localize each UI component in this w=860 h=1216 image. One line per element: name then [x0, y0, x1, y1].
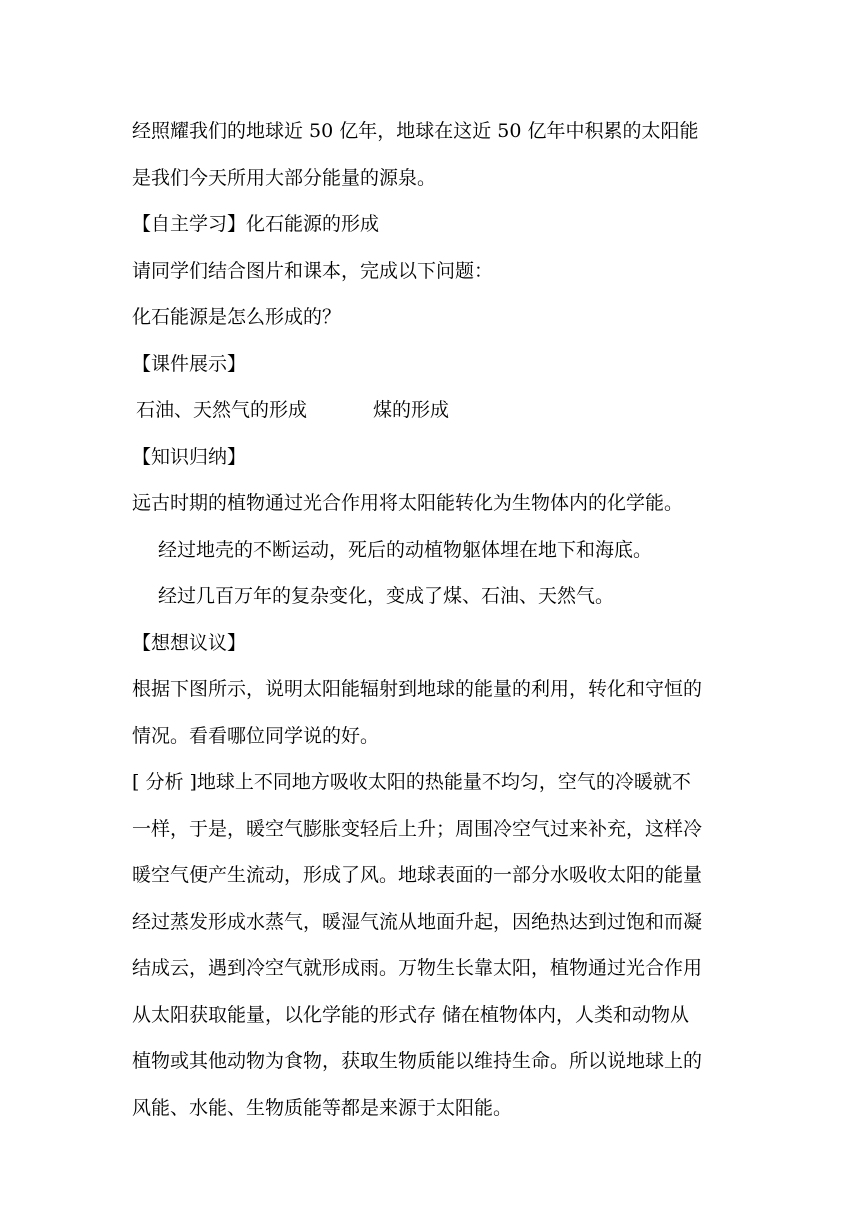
courseware-item-oil-gas: 石油、天然气的形成 — [136, 399, 308, 421]
analysis-line-6: 从太阳获取能量，以化学能的形式存 储在植物体内，人类和动物从 — [132, 1003, 690, 1026]
intro-line-1: 经照耀我们的地球近 50 亿年，地球在这近 50 亿年中积累的太阳能 — [132, 120, 699, 142]
analysis-line-3: 暖空气便产生流动，形成了风。地球表面的一部分水吸收太阳的能量 — [132, 864, 703, 886]
analysis-line-4: 经过蒸发形成水蒸气，暖湿气流从地面升起，因绝热达到过饱和而凝 — [132, 910, 703, 933]
analysis-line-7: 植物或其他动物为食物，获取生物质能以维持生命。所以说地球上的 — [132, 1050, 703, 1072]
analysis-line-5: 结成云，遇到冷空气就形成雨。万物生长靠太阳，植物通过光合作用 — [132, 957, 703, 979]
courseware-heading: 【课件展示】 — [132, 352, 247, 375]
analysis-line-2: 一样，于是，暖空气膨胀变轻后上升；周围冷空气过来补充，这样冷 — [132, 817, 703, 840]
analysis-line-1: [ 分析 ]地球上不同地方吸收太阳的热能量不均匀，空气的冷暖就不 — [132, 771, 691, 793]
self-study-question: 化石能源是怎么形成的？ — [132, 306, 342, 328]
analysis-line-8: 风能、水能、生物质能等都是来源于太阳能。 — [132, 1096, 513, 1119]
courseware-items — [132, 387, 732, 434]
self-study-heading: 【自主学习】化石能源的形成 — [132, 213, 380, 235]
discuss-line-1: 根据下图所示，说明太阳能辐射到地球的能量的利用，转化和守恒的 — [132, 678, 703, 700]
knowledge-line-2: 经过地壳的不断运动，死后的动植物躯体埋在地下和海底。 — [158, 538, 653, 561]
courseware-item-coal: 煤的形成 — [373, 399, 450, 421]
intro-line-2: 是我们今天所用大部分能量的源泉。 — [132, 166, 437, 189]
knowledge-line-3: 经过几百万年的复杂变化，变成了煤、石油、天然气。 — [158, 585, 615, 607]
discuss-line-2: 情况。看看哪位同学说的好。 — [132, 724, 380, 747]
knowledge-heading: 【知识归纳】 — [132, 445, 247, 468]
knowledge-line-1: 远古时期的植物通过光合作用将太阳能转化为生物体内的化学能。 — [132, 492, 684, 514]
discuss-heading: 【想想议议】 — [132, 631, 247, 654]
self-study-prompt: 请同学们结合图片和课本，完成以下问题： — [132, 259, 494, 282]
document-body — [132, 108, 732, 1131]
